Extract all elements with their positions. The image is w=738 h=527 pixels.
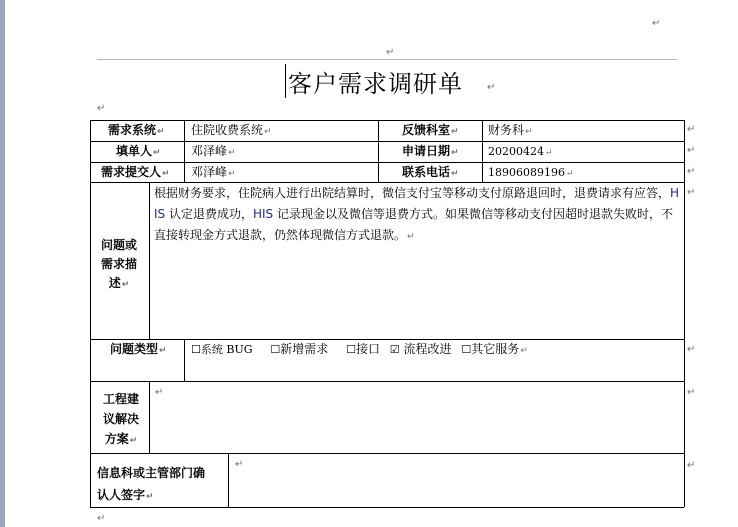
- table-rule: [228, 453, 229, 507]
- type-label: 问题类型↵: [110, 342, 167, 356]
- paragraph-mark: ↵: [97, 513, 106, 524]
- checkbox-icon[interactable]: ☐: [346, 343, 356, 356]
- row-end-mark: ↵: [687, 124, 696, 135]
- requirement-description[interactable]: 根据财务要求，住院病人进行出院结算时，微信支付宝等移动支付原路退回时，退费请求有应答，HIS 认定退费成功，HIS 记录现金以及微信等退费方式。如果微信等移动支付因超时退款失败时，不直接转现金方式退款，仍然体现微信方式退款。↵: [154, 186, 680, 242]
- type-option-new[interactable]: ☐新增需求: [270, 342, 329, 356]
- checked-checkbox-icon[interactable]: ☑: [389, 343, 400, 356]
- dept-label: 反馈科室↵: [402, 123, 459, 137]
- system-label: 需求系统↵: [108, 123, 165, 137]
- header-rule: [97, 59, 677, 60]
- type-option-process[interactable]: ☑ 流程改进: [389, 342, 452, 356]
- type-option-other[interactable]: ☐其它服务↵: [461, 342, 528, 356]
- table-rule: [184, 120, 185, 182]
- phone-label: 联系电话↵: [402, 165, 459, 179]
- solution-input[interactable]: ↵: [155, 387, 164, 398]
- dept-value[interactable]: 财务科↵: [488, 123, 533, 137]
- table-rule: [684, 120, 685, 507]
- document-title[interactable]: 客户需求调研单: [288, 70, 463, 98]
- filler-label: 填单人↵: [116, 144, 161, 158]
- date-value[interactable]: 20200424↵: [488, 145, 553, 158]
- table-rule: [149, 381, 150, 453]
- row-end-mark: ↵: [687, 387, 696, 398]
- row-end-mark: ↵: [687, 187, 696, 198]
- phone-value[interactable]: 18906089196↵: [488, 166, 574, 179]
- type-option-bug[interactable]: ☐系统 BUG: [191, 343, 253, 356]
- type-option-interface[interactable]: ☐接口: [346, 342, 380, 356]
- paragraph-mark: ↵: [652, 18, 661, 29]
- table-rule: [90, 120, 91, 507]
- table-rule: [482, 120, 483, 182]
- table-rule: [149, 182, 150, 339]
- table-rule: [90, 381, 684, 382]
- table-rule: [90, 120, 684, 121]
- text-cursor: [285, 64, 286, 98]
- row-end-mark: ↵: [687, 344, 696, 355]
- table-rule: [90, 339, 684, 340]
- desc-label: 问题或 需求描 述↵: [100, 238, 137, 290]
- row-end-mark: ↵: [687, 145, 696, 156]
- system-value[interactable]: 住院收费系统↵: [191, 123, 272, 137]
- table-rule: [90, 141, 684, 142]
- paragraph-mark: ↵: [97, 103, 106, 114]
- solution-label: 工程建 议解决 方案↵: [102, 392, 139, 446]
- row-end-mark: ↵: [687, 460, 696, 471]
- signature-input[interactable]: ↵: [235, 459, 244, 470]
- sign-label: 信息科或主管部门确 认人签字↵: [97, 466, 206, 502]
- table-rule: [90, 453, 684, 454]
- row-end-mark: ↵: [687, 166, 696, 177]
- date-label: 申请日期↵: [402, 144, 459, 158]
- table-rule: [90, 162, 684, 163]
- page-gutter: [0, 0, 5, 527]
- filler-value[interactable]: 邓泽峰↵: [191, 144, 236, 158]
- table-rule: [378, 120, 379, 182]
- checkbox-icon[interactable]: ☐: [191, 343, 201, 356]
- paragraph-mark: ↵: [487, 82, 496, 93]
- table-rule: [184, 339, 185, 381]
- checkbox-icon[interactable]: ☐: [270, 343, 281, 356]
- type-options: [191, 342, 528, 358]
- submitter-label: 需求提交人↵: [101, 165, 170, 179]
- submitter-value[interactable]: 邓泽峰↵: [191, 165, 236, 179]
- checkbox-icon[interactable]: ☐: [461, 343, 472, 356]
- paragraph-mark: ↵: [386, 47, 395, 58]
